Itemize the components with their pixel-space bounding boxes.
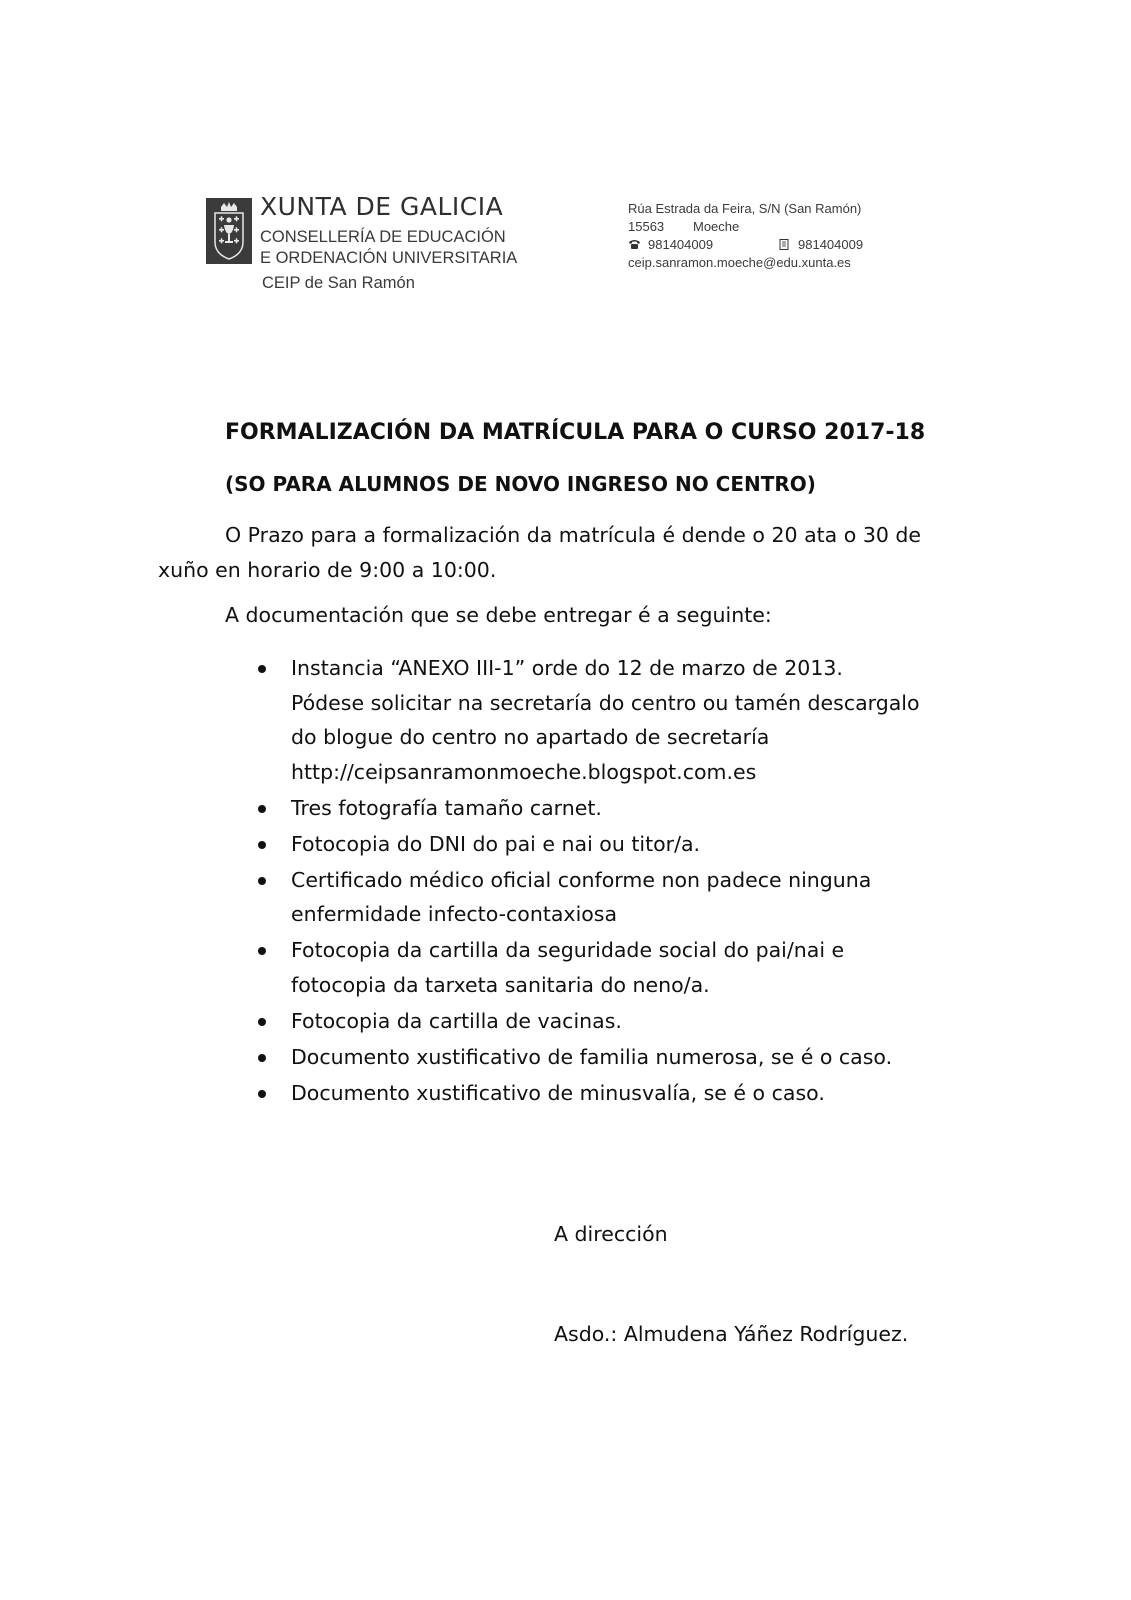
postal-code: 15563 bbox=[628, 219, 665, 234]
phone-icon bbox=[628, 237, 641, 248]
bullet-icon bbox=[258, 1018, 266, 1026]
list-item-line: fotocopia da tarxeta sanitaria do neno/a. bbox=[291, 972, 710, 997]
fax-group bbox=[778, 236, 863, 254]
phone-number: 981404009 bbox=[648, 237, 714, 252]
signature: Asdo.: Almudena Yáñez Rodríguez. bbox=[554, 1322, 909, 1346]
page-title: FORMALIZACIÓN DA MATRÍCULA PARA O CURSO 2017-18 bbox=[225, 420, 926, 445]
page-subtitle: (SO PARA ALUMNOS DE NOVO INGRESO NO CENTRO) bbox=[225, 472, 816, 496]
list-item-line: Documento xustificativo de familia numerosa, se é o caso. bbox=[291, 1044, 893, 1069]
deadline-paragraph bbox=[158, 518, 938, 588]
list-item-line: Tres fotografía tamaño carnet. bbox=[291, 795, 602, 820]
fax-number: 981404009 bbox=[798, 237, 864, 252]
school-name: CEIP de San Ramón bbox=[262, 274, 415, 292]
galicia-coat-of-arms-icon bbox=[206, 198, 252, 264]
letterhead bbox=[190, 172, 930, 292]
address: Rúa Estrada da Feira, S/N (San Ramón) bbox=[628, 201, 862, 216]
list-item bbox=[258, 863, 948, 932]
required-documents-list bbox=[258, 651, 948, 1112]
list-item-line: enfermidade infecto-contaxiosa bbox=[291, 902, 618, 926]
department-line-1: CONSELLERÍA DE EDUCACIÓN bbox=[260, 228, 506, 246]
list-item-line: Fotocopia da cartilla de vacinas. bbox=[291, 1008, 622, 1033]
list-item-line: Certificado médico oficial conforme non padece ninguna bbox=[291, 867, 872, 892]
closing: A dirección bbox=[554, 1222, 668, 1246]
list-item-line: Documento xustificativo de minusvalía, se é o caso. bbox=[291, 1080, 825, 1105]
bullet-icon bbox=[258, 1054, 266, 1062]
bullet-icon bbox=[258, 805, 266, 813]
list-item-line: Fotocopia da cartilla da seguridade social do pai/nai e bbox=[291, 938, 845, 962]
list-item-line: Fotocopia do DNI do pai e nai ou titor/a. bbox=[291, 831, 701, 856]
list-item bbox=[258, 1040, 948, 1075]
deadline-line-2: xuño en horario de 9:00 a 10:00. bbox=[158, 558, 497, 582]
bullet-icon bbox=[258, 1090, 266, 1098]
list-item-line: do blogue do centro no apartado de secretaría bbox=[291, 725, 770, 749]
fax-icon bbox=[778, 237, 791, 248]
list-item bbox=[258, 1004, 948, 1039]
list-item bbox=[258, 791, 948, 826]
list-item bbox=[258, 651, 948, 789]
email: ceip.sanramon.moeche@edu.xunta.es bbox=[628, 255, 851, 270]
org-name: XUNTA DE GALICIA bbox=[260, 192, 504, 221]
list-item bbox=[258, 933, 948, 1002]
bullet-icon bbox=[258, 947, 266, 955]
contact-block bbox=[628, 200, 864, 272]
documents-intro: A documentación que se debe entregar é a seguinte: bbox=[225, 603, 772, 627]
department-line-2: E ORDENACIÓN UNIVERSITARIA bbox=[260, 249, 518, 267]
list-item-line: Instancia “ANEXO III-1” orde do 12 de marzo de 2013. bbox=[291, 656, 843, 680]
list-item-line: Pódese solicitar na secretaría do centro ou tamén descargalo bbox=[291, 690, 920, 715]
town: Moeche bbox=[693, 219, 740, 234]
list-item-line: http://ceipsanramonmoeche.blogspot.com.es bbox=[291, 759, 757, 784]
bullet-icon bbox=[258, 841, 266, 849]
postal-line bbox=[628, 218, 861, 236]
list-item bbox=[258, 1076, 948, 1111]
deadline-line-1: O Prazo para a formalización da matrícula é dende o 20 ata o 30 de bbox=[225, 523, 922, 547]
bullet-icon bbox=[258, 665, 266, 673]
phone-fax-line bbox=[628, 236, 864, 254]
bullet-icon bbox=[258, 877, 266, 885]
list-item bbox=[258, 827, 948, 862]
